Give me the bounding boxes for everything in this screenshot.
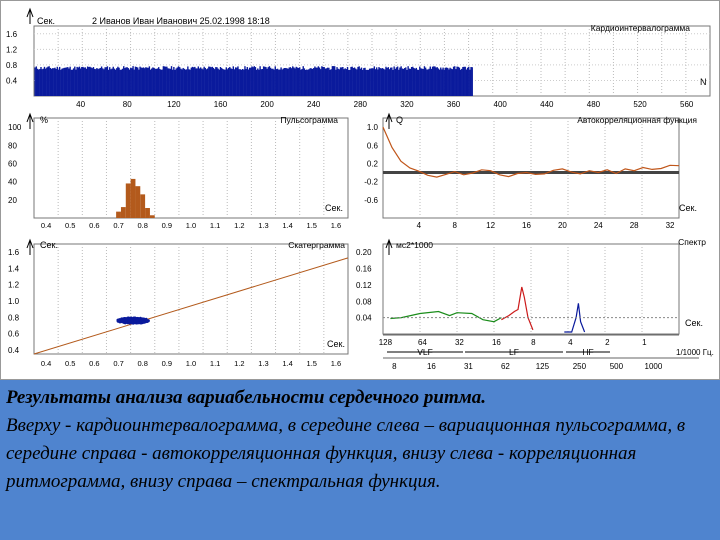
- pulsogram-y-tick: 100: [8, 123, 22, 133]
- pulsogram-x-tick: 0.7: [113, 221, 124, 230]
- scatter-y-tick: 1.0: [8, 297, 20, 307]
- cardio-x-tick: 560: [680, 100, 694, 109]
- cardio-x-label: N: [700, 77, 707, 87]
- spectrum-y-tick: 0.12: [356, 280, 372, 290]
- scatter-point: [126, 318, 129, 321]
- scatter-y-tick: 1.4: [8, 264, 20, 274]
- autocorr-y-tick: -0.6: [364, 195, 378, 205]
- cardio-x-tick: 120: [167, 100, 181, 109]
- cardio-x-tick: 320: [400, 100, 414, 109]
- cardio-x-tick: 520: [633, 100, 647, 109]
- spectrum-x-label: Сек.: [685, 318, 703, 328]
- scatter-point: [124, 322, 127, 325]
- pulsogram-bar: [150, 215, 155, 218]
- cardio-x-tick: 40: [76, 100, 86, 109]
- scatter-point: [137, 322, 140, 325]
- caption: [6, 384, 712, 496]
- spectrum-top-tick: 1: [642, 338, 647, 347]
- scatter-x-label: Сек.: [327, 339, 345, 349]
- autocorr-title: Автокорреляционная функция: [577, 115, 697, 125]
- scatter-title: Скатерграмма: [288, 240, 345, 250]
- pulsogram-x-label: Сек.: [325, 203, 343, 213]
- scatter-y-unit: Сек.: [40, 240, 58, 250]
- pulsogram-y-tick: 40: [8, 177, 17, 187]
- cardio-x-tick: 480: [586, 100, 601, 109]
- spectrum-bottom-tick: 1000: [644, 362, 663, 371]
- scatter-point: [118, 318, 121, 321]
- pulsogram-x-tick: 0.5: [65, 221, 76, 230]
- caption-title: Результаты анализа вариабельности сердечного ритма.: [6, 387, 487, 408]
- arrow-up-icon: [27, 9, 33, 24]
- scatter-x-tick: 1.1: [209, 359, 221, 368]
- scatter-x-tick: 1.3: [258, 359, 269, 368]
- spectrum-band-label: LF: [509, 347, 519, 357]
- spectrum-y-tick: 0.04: [356, 313, 372, 323]
- pulsogram-x-tick: 1.0: [185, 221, 197, 230]
- autocorr-y-tick: -0.2: [364, 177, 378, 187]
- pulsogram-y-tick: 60: [8, 159, 17, 169]
- autocorr-x-tick: 12: [486, 221, 496, 230]
- spectrum-band-label: VLF: [417, 347, 433, 357]
- autocorr-x-tick: 28: [629, 221, 639, 230]
- pulsogram-x-tick: 0.6: [89, 221, 100, 230]
- autocorr-x-tick: 32: [665, 221, 675, 230]
- scatter-x-tick: 0.6: [89, 359, 100, 368]
- pulsogram-x-tick: 0.9: [161, 221, 173, 230]
- pulsogram-x-tick: 1.6: [330, 221, 342, 230]
- autocorr-x-tick: 16: [522, 221, 531, 230]
- scatter-x-tick: 1.0: [185, 359, 197, 368]
- spectrum-top-tick: 32: [454, 338, 464, 347]
- scatter-point: [136, 319, 139, 322]
- pulsogram-x-tick: 1.4: [282, 221, 293, 230]
- cardio-x-tick: 80: [122, 100, 132, 109]
- spectrum-y-tick: 0.08: [356, 297, 372, 307]
- spectrum-bottom-tick: 62: [500, 362, 510, 371]
- pulsogram-bar: [145, 208, 150, 218]
- spectrum-bottom-tick: 250: [572, 362, 587, 371]
- spectrum-top-tick: 128: [378, 338, 393, 347]
- scatter-x-tick: 0.9: [161, 359, 173, 368]
- cardio-y-unit: Сек.: [37, 16, 55, 26]
- spectrum-bottom-tick: 500: [609, 362, 624, 371]
- scatter-x-tick: 0.5: [65, 359, 76, 368]
- cardio-y-tick: 1.2: [6, 45, 18, 55]
- autocorr-y-tick: 1.0: [366, 123, 378, 133]
- pulsogram-bar: [135, 186, 140, 218]
- autocorr-x-tick: 8: [452, 221, 457, 230]
- scatter-x-tick: 0.4: [40, 359, 52, 368]
- spectrum-y-tick: 0.20: [356, 248, 372, 258]
- pulsogram-bar: [116, 212, 121, 218]
- spectrum-top-tick: 16: [491, 338, 501, 347]
- pulsogram-bar: [140, 194, 145, 218]
- scatter-point: [134, 320, 137, 323]
- pulsogram-y-tick: 20: [8, 195, 17, 205]
- spectrum-title: Спектр: [678, 237, 706, 247]
- caption-body: Вверху - кардиоинтервалограмма, в середине слева – вариационная пульсограмма, в середине справа - автокорреляционная функция, внизу слева - корреляционная ритмограмма, внизу справа – спектральная функция.: [6, 415, 686, 492]
- pulsogram-bar: [126, 183, 131, 218]
- scatter-x-tick: 0.7: [113, 359, 124, 368]
- pulsogram-bar: [121, 207, 126, 218]
- autocorr-y-tick: 0.2: [366, 159, 378, 169]
- spectrum-y-tick: 0.16: [356, 264, 372, 274]
- scatter-x-tick: 1.4: [282, 359, 293, 368]
- spectrum-bottom-tick: 16: [426, 362, 436, 371]
- pulsogram-y-tick: 80: [8, 141, 17, 151]
- spectrum-top-tick: 64: [417, 338, 427, 347]
- autocorr-x-tick: 4: [416, 221, 422, 230]
- cardio-y-tick: 0.8: [6, 60, 18, 70]
- pulsogram-x-tick: 1.5: [306, 221, 317, 230]
- pulsogram-title: Пульсограмма: [280, 115, 338, 125]
- pulsogram-x-tick: 1.2: [234, 221, 245, 230]
- arrow-up-icon: [27, 114, 33, 129]
- scatter-y-tick: 1.6: [8, 248, 20, 258]
- cardio-x-tick: 200: [260, 100, 274, 109]
- pulsogram-bar: [131, 179, 136, 218]
- pulsogram-y-unit: %: [40, 115, 49, 125]
- scatter-point: [147, 320, 150, 323]
- scatter-point: [143, 321, 146, 324]
- scatter-plot-area: [34, 244, 348, 354]
- pulsogram-x-tick: 1.3: [258, 221, 269, 230]
- spectrum-bottom-tick: 8: [392, 362, 397, 371]
- scatter-y-tick: 1.2: [8, 280, 20, 290]
- spectrum-top-tick: 2: [605, 338, 610, 347]
- cardio-x-tick: 280: [353, 100, 368, 109]
- scatter-x-tick: 1.2: [234, 359, 245, 368]
- spectrum-bottom-tick: 125: [535, 362, 550, 371]
- pulsogram-plot-area: [34, 118, 348, 218]
- scatter-x-tick: 1.5: [306, 359, 317, 368]
- arrow-up-icon: [27, 240, 33, 255]
- cardio-patient-header: 2 Иванов Иван Иванович 25.02.1998 18:18: [92, 16, 270, 26]
- pulsogram-x-tick: 0.4: [40, 221, 52, 230]
- pulsogram-x-tick: 1.1: [209, 221, 221, 230]
- autocorr-y-unit: Q: [396, 115, 404, 125]
- spectrum-top-tick: 8: [531, 338, 536, 347]
- scatter-y-tick: 0.6: [8, 329, 20, 339]
- spectrum-bottom-tick: 31: [463, 362, 473, 371]
- cardio-x-tick: 440: [540, 100, 554, 109]
- spectrum-top-tick: 4: [568, 338, 573, 347]
- spectrum-y-unit: мс2*1000: [396, 240, 434, 250]
- cardio-x-tick: 360: [446, 100, 461, 109]
- cardio-x-tick: 160: [213, 100, 228, 109]
- scatter-point: [141, 317, 144, 320]
- cardio-y-tick: 0.4: [6, 76, 18, 86]
- spectrum-band-label: HF: [582, 347, 594, 357]
- autocorr-x-tick: 24: [593, 221, 603, 230]
- cardio-title: Кардиоинтервалограмма: [590, 23, 690, 33]
- pulsogram-x-tick: 0.8: [137, 221, 148, 230]
- cardio-x-tick: 240: [307, 100, 321, 109]
- cardio-x-tick: 400: [493, 100, 507, 109]
- scatter-point: [121, 320, 124, 323]
- scatter-y-tick: 0.4: [8, 345, 20, 355]
- spectrum-top-unit: 1/1000 Гц.: [676, 348, 714, 357]
- autocorr-x-label: Сек.: [679, 203, 697, 213]
- scatter-y-tick: 0.8: [8, 313, 20, 323]
- autocorr-y-tick: 0.6: [366, 141, 378, 151]
- cardio-y-tick: 1.6: [6, 29, 18, 39]
- scatter-x-tick: 1.6: [330, 359, 342, 368]
- autocorr-x-tick: 20: [557, 221, 567, 230]
- scatter-x-tick: 0.8: [137, 359, 148, 368]
